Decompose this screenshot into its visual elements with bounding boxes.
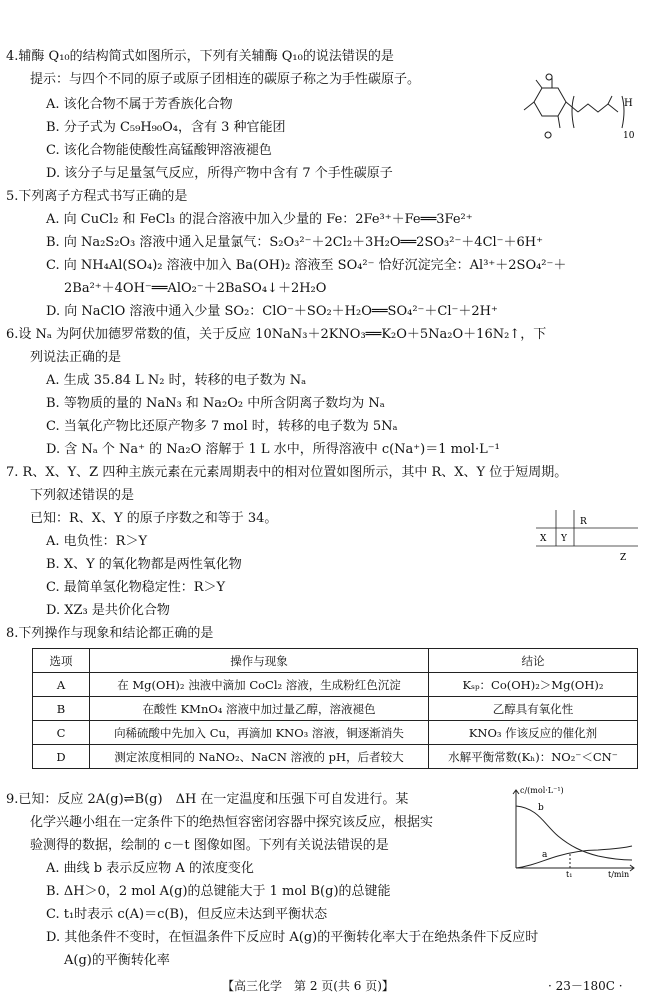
table-cell: C — [33, 721, 90, 745]
table-cell: Kₛₚ：Co(OH)₂＞Mg(OH)₂ — [429, 673, 638, 697]
table-header-cell: 选项 — [33, 649, 90, 673]
q9-option-a: A. 曲线 b 表示反应物 A 的浓度变化 — [46, 861, 254, 876]
table-cell: B — [33, 697, 90, 721]
q4-option-b: B. 分子式为 C₅₉H₉₀O₄，含有 3 种官能团 — [46, 120, 286, 135]
q7-option-d: D. XZ₃ 是共价化合物 — [46, 603, 170, 618]
q5-option-a: A. 向 CuCl₂ 和 FeCl₃ 的混合溶液中加入少量的 Fe：2Fe³⁺＋Fe══3Fe²⁺ — [46, 212, 473, 227]
q7-stem-line1: 7. R、X、Y、Z 四种主族元素在元素周期表中的相对位置如图所示，其中 R、X、Y 位于短周期。 — [6, 465, 568, 480]
q6-option-c: C. 当氧化产物比还原产物多 7 mol 时，转移的电子数为 5Nₐ — [46, 419, 398, 434]
q9-stem-line2: 化学兴趣小组在一定条件下的绝热恒容密闭容器中探究该反应，根据实 — [30, 815, 434, 830]
q9-option-d: D. 其他条件不变时，在恒温条件下反应时 A(g)的平衡转化率大于在绝热条件下反应时 — [46, 930, 539, 945]
table-cell: 水解平衡常数(Kₕ)：NO₂⁻＜CN⁻ — [429, 745, 638, 769]
q6-stem-line1: 6.设 Nₐ 为阿伏加德罗常数的值，关于反应 10NaN₃＋2KNO₃══K₂O＋5Na₂O＋16N₂↑，下 — [6, 327, 547, 342]
graph-y-axis-label: c/(mol·L⁻¹) — [520, 786, 564, 795]
q8-stem: 8.下列操作与现象和结论都正确的是 — [6, 626, 214, 641]
q4-stem: 4.辅酶 Q₁₀的结构简式如图所示，下列有关辅酶 Q₁₀的说法错误的是 — [6, 49, 394, 64]
q7-option-c: C. 最简单氢化物稳定性：R＞Y — [46, 580, 226, 595]
q6-option-d: D. 含 Nₐ 个 Na⁺ 的 Na₂O 溶解于 1 L 水中，所得溶液中 c(Na⁺)＝1 mol·L⁻¹ — [46, 442, 500, 457]
q5-option-b: B. 向 Na₂S₂O₃ 溶液中通入足量氯气：S₂O₃²⁻＋2Cl₂＋3H₂O══2SO₃²⁻＋4Cl⁻＋6H⁺ — [46, 235, 544, 250]
q9-stem-line3: 验测得的数据，绘制的 c－t 图像如图。下列有关说法错误的是 — [30, 838, 389, 853]
periodic-table-fragment-figure — [530, 510, 642, 566]
graph-x-axis-label: t/min — [608, 870, 630, 878]
table-row — [33, 697, 638, 721]
curve-a-label: a — [542, 850, 548, 860]
q6-option-a: A. 生成 35.84 L N₂ 时，转移的电子数为 Nₐ — [46, 373, 307, 388]
table-cell: 在酸性 KMnO₄ 溶液中加过量乙醇，溶液褪色 — [90, 697, 429, 721]
q5-option-c-cont: 2Ba²⁺＋4OH⁻══AlO₂⁻＋2BaSO₄↓＋2H₂O — [64, 281, 327, 296]
table-cell: KNO₃ 作该反应的催化剂 — [429, 721, 638, 745]
page-footer: 【高三化学 第 2 页(共 6 页)】 — [222, 979, 394, 993]
q9-option-c: C. t₁时表示 c(A)＝c(B)，但反应未达到平衡状态 — [46, 907, 328, 922]
q9-option-d-cont: A(g)的平衡转化率 — [64, 953, 170, 968]
q7-option-b: B. X、Y 的氧化物都是两性氧化物 — [46, 557, 242, 572]
concentration-time-graph — [508, 784, 640, 878]
table-cell: 在 Mg(OH)₂ 浊液中滴加 CoCl₂ 溶液，生成粉红色沉淀 — [90, 673, 429, 697]
paper-code: · 23－180C · — [548, 979, 623, 993]
t1-label: t₁ — [566, 870, 573, 878]
q4-option-c: C. 该化合物能使酸性高锰酸钾溶液褪色 — [46, 143, 272, 158]
q9-option-b: B. ΔH＞0，2 mol A(g)的总键能大于 1 mol B(g)的总键能 — [46, 884, 391, 899]
element-z-label: Z — [620, 553, 627, 563]
q5-stem: 5.下列离子方程式书写正确的是 — [6, 189, 188, 204]
q9-stem-line1: 9.已知：反应 2A(g)⇌B(g) ΔH 在一定温度和压强下可自发进行。某 — [6, 792, 409, 807]
table-header-cell: 操作与现象 — [90, 649, 429, 673]
coenzyme-q10-structure-figure — [508, 66, 643, 148]
table-row — [33, 721, 638, 745]
table-cell: 测定浓度相同的 NaNO₂、NaCN 溶液的 pH，后者较大 — [90, 745, 429, 769]
table-cell: 乙醇具有氧化性 — [429, 697, 638, 721]
q7-known: 已知：R、X、Y 的原子序数之和等于 34。 — [30, 511, 278, 526]
table-cell: D — [33, 745, 90, 769]
table-row — [33, 673, 638, 697]
q6-option-b: B. 等物质的量的 NaN₃ 和 Na₂O₂ 中所含阴离子数均为 Nₐ — [46, 396, 385, 411]
curve-a — [516, 846, 632, 868]
element-r-label: R — [580, 517, 587, 527]
curve-b-label: b — [538, 803, 544, 813]
table-header-cell: 结论 — [429, 649, 638, 673]
q4-option-d: D. 该分子与足量氢气反应，所得产物中含有 7 个手性碳原子 — [46, 166, 393, 181]
q5-option-c: C. 向 NH₄Al(SO₄)₂ 溶液中加入 Ba(OH)₂ 溶液至 SO₄²⁻ 恰好沉淀完全：Al³⁺＋2SO₄²⁻＋ — [46, 258, 567, 273]
q6-stem-line2: 列说法正确的是 — [30, 350, 122, 365]
table-cell: A — [33, 673, 90, 697]
structure-h-label: H — [624, 98, 633, 109]
element-y-label: Y — [561, 534, 567, 544]
structure-subscript-label: 10 — [623, 131, 635, 141]
q7-stem-line2: 下列叙述错误的是 — [30, 488, 135, 503]
table-cell: 向稀硫酸中先加入 Cu，再滴加 KNO₃ 溶液，铜逐渐消失 — [90, 721, 429, 745]
q4-option-a: A. 该化合物不属于芳香族化合物 — [46, 97, 233, 112]
element-x-label: X — [540, 534, 547, 544]
table-row — [33, 745, 638, 769]
q4-hint: 提示：与四个不同的原子或原子团相连的碳原子称之为手性碳原子。 — [30, 72, 421, 87]
q5-option-d: D. 向 NaClO 溶液中通入少量 SO₂：ClO⁻＋SO₂＋H₂O══SO₄²⁻＋Cl⁻＋2H⁺ — [46, 304, 498, 319]
q7-option-a: A. 电负性：R＞Y — [46, 534, 148, 549]
q8-options-table — [32, 648, 638, 769]
table-header-row — [33, 649, 638, 673]
